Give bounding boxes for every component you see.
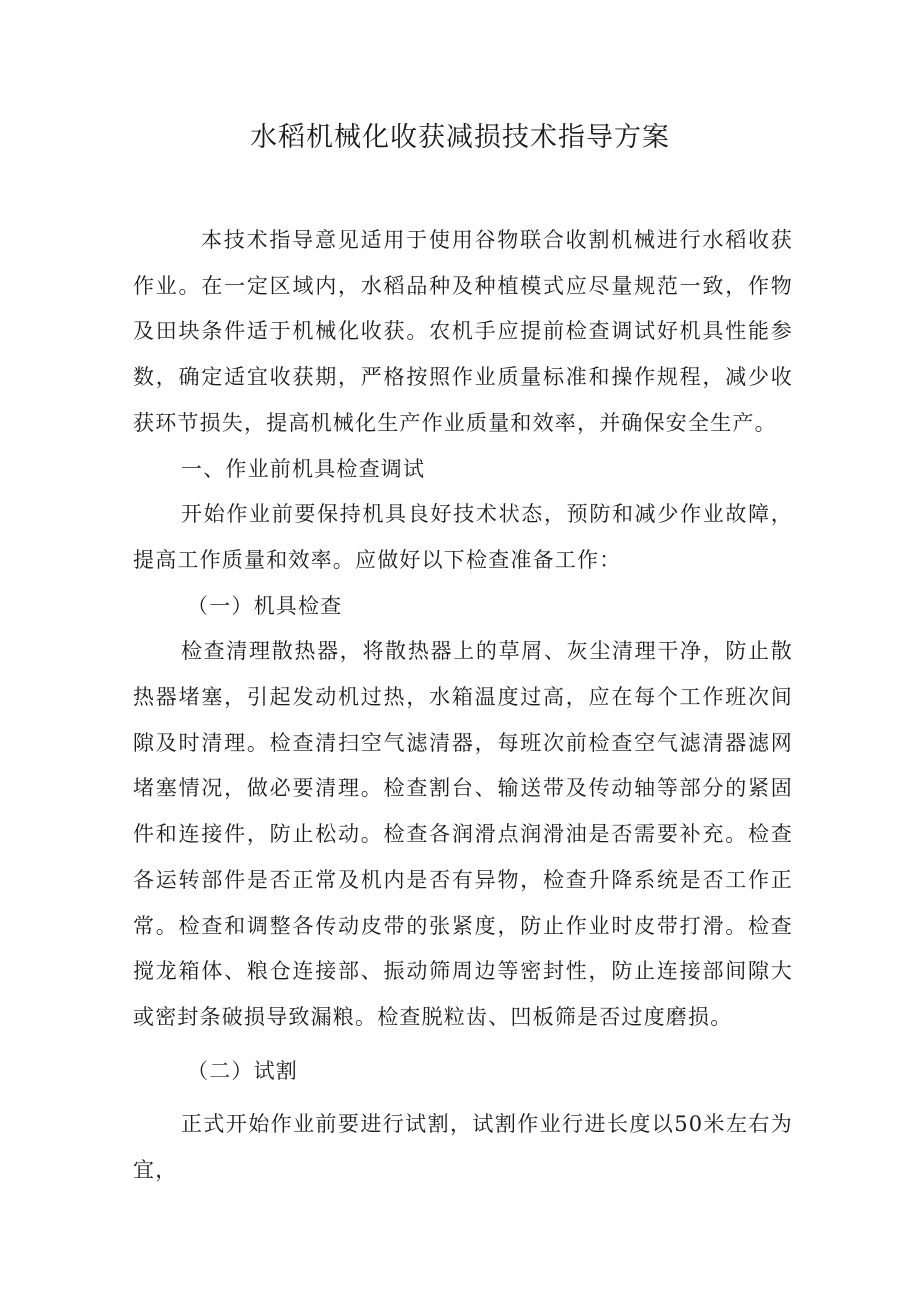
document-body [133,218,793,1194]
section-heading-1: 一、作业前机具检查调试 [181,456,426,481]
subsection-heading-machine-check: （一）机具检查 [187,593,343,618]
paragraph-gap [133,1094,793,1102]
trial-cut-paragraph: 正式开始作业前要进行试割，试割作业行进长度以50米左右为宜， [133,1112,793,1183]
section-1-paragraph: 开始作业前要保持机具良好技术状态，预防和减少作业故障，提高工作质量和效率。应做好以下检查准备工作： [133,502,793,572]
subsection-heading-trial-cut: （二）试割 [187,1058,298,1083]
document-title: 水稻机械化收获减损技术指导方案 [250,122,670,153]
paragraph-gap [133,1041,793,1049]
machine-check-paragraph: 检查清理散热器，将散热器上的草屑、灰尘清理干净，防止散热器堵塞，引起发动机过热，水箱温度过高，应在每个工作班次间隙及时清理。检查清扫空气滤清器，每班次前检查空气滤清器滤网堵塞情况，做必要清理。检查割台、输送带及传动轴等部分的紧固件和连接件，防止松动。检查各润滑点润滑油是否需要补充。检查各运转部件是否正常及机内是否有异物，检查升降系统是否工作正常。检查和调整各传动皮带的张紧度，防止作业时皮带打滑。检查搅龙箱体、粮仓连接部、振动筛周边等密封性，防止连接部间隙大或密封条破损导致漏粮。检查脱粒齿、凹板筛是否过度磨损。 [133,639,793,1029]
intro-paragraph: 本技术指导意见适用于使用谷物联合收割机械进行水稻收获作业。在一定区域内，水稻品种及种植模式应尽量规范一致，作物及田块条件适于机械化收获。农机手应提前检查调试好机具性能参数，确定适宜收获期，严格按照作业质量标准和操作规程，减少收获环节损失，提高机械化生产作业质量和效率，并确保安全生产。 [133,228,793,435]
